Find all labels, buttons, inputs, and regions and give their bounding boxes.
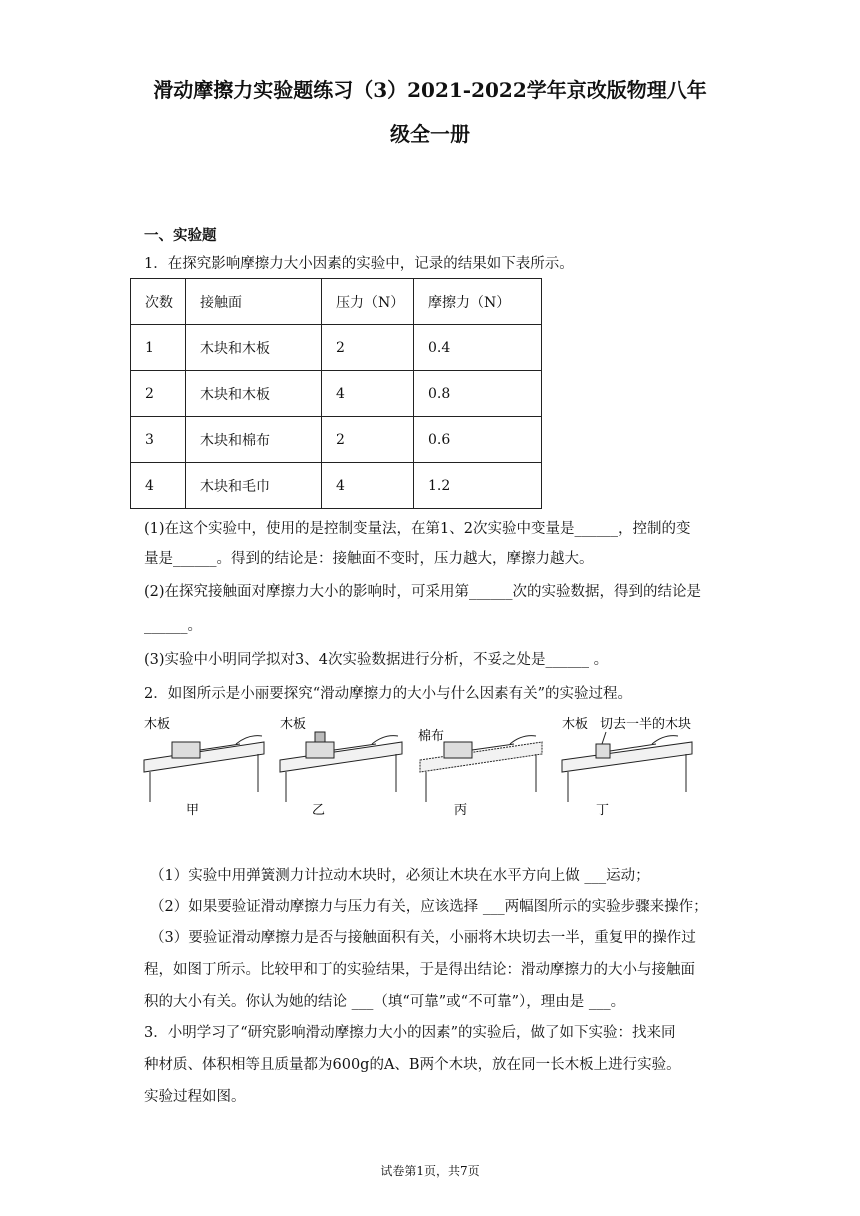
table-cell: 1.2 — [414, 463, 542, 509]
table-cell: 木块和棉布 — [186, 417, 322, 463]
q3-line1: 3．小明学习了“研究影响滑动摩擦力大小的因素”的实验后，做了如下实验：找来同 — [144, 1025, 676, 1041]
q1-part2-line2: ______。 — [144, 618, 202, 634]
results-table — [130, 278, 542, 509]
table-cell: 2 — [322, 417, 414, 463]
q2-part3-line3: 积的大小有关。你认为她的结论 ___（填“可靠”或“不可靠”），理由是 ___。 — [144, 994, 626, 1010]
header-cell: 摩擦力（N） — [414, 279, 542, 325]
q1-part1-line2: 量是______。得到的结论是：接触面不变时，压力越大，摩擦力越大。 — [144, 551, 594, 567]
table-cell: 4 — [131, 463, 186, 509]
figure-label: 木板 — [280, 717, 307, 732]
table-cell: 0.4 — [414, 325, 542, 371]
table-cell: 4 — [322, 463, 414, 509]
panel-yi — [280, 732, 402, 802]
q2-part3-line1: （3）要验证滑动摩擦力是否与接触面积有关，小丽将木块切去一半，重复甲的操作过 — [150, 930, 696, 946]
figure-caption: 甲 — [186, 803, 200, 818]
q1-part2-line1: (2)在探究接触面对摩擦力大小的影响时，可采用第______次的实验数据，得到的结论是 — [144, 584, 702, 600]
q2-intro: 2．如图所示是小丽要探究“滑动摩擦力的大小与什么因素有关”的实验过程。 — [144, 686, 633, 702]
table-row — [131, 325, 542, 371]
figure-label: 木板 — [144, 717, 171, 732]
q2-part1: （1）实验中用弹簧测力计拉动木块时，必须让木块在水平方向上做 ___运动； — [150, 868, 650, 884]
table-cell: 0.8 — [414, 371, 542, 417]
q3-line3: 实验过程如图。 — [144, 1089, 246, 1105]
table-cell: 0.6 — [414, 417, 542, 463]
table-cell: 2 — [322, 325, 414, 371]
figure-caption: 乙 — [312, 803, 326, 818]
experiment-figure — [140, 710, 730, 830]
table-row — [131, 463, 542, 509]
figure-label: 棉布 — [418, 729, 445, 744]
table-cell: 4 — [322, 371, 414, 417]
header-cell: 压力（N） — [322, 279, 414, 325]
q2-part2: （2）如果要验证滑动摩擦力与压力有关，应该选择 ___两幅图所示的实验步骤来操作； — [150, 899, 708, 915]
table-cell: 木块和毛巾 — [186, 463, 322, 509]
q3-line2: 种材质、体积相等且质量都为600g的A、B两个木块，放在同一长木板上进行实验。 — [144, 1057, 681, 1073]
table-cell: 2 — [131, 371, 186, 417]
figure-caption: 丙 — [454, 803, 468, 818]
figure-label: 切去一半的木块 — [600, 717, 692, 732]
page-footer: 试卷第1页，共7页 — [380, 1164, 480, 1178]
table-cell: 木块和木板 — [186, 371, 322, 417]
section-heading: 一、实验题 — [144, 227, 217, 244]
panel-ding — [562, 732, 692, 802]
q1-part1-line1: (1)在这个实验中，使用的是控制变量法，在第1、2次实验中变量是______，控制的变 — [144, 521, 691, 537]
table-row — [131, 417, 542, 463]
table-row — [131, 371, 542, 417]
table-cell: 1 — [131, 325, 186, 371]
header-cell: 次数 — [131, 279, 186, 325]
figure-caption: 丁 — [596, 803, 610, 818]
panel-jia — [144, 736, 264, 802]
q1-intro: 1．在探究影响摩擦力大小因素的实验中，记录的结果如下表所示。 — [144, 256, 574, 272]
document-title-line-1: 滑动摩擦力实验题练习（3）2021-2022学年京改版物理八年 — [153, 78, 707, 102]
header-cell: 接触面 — [186, 279, 322, 325]
figure-label: 木板 — [562, 717, 589, 732]
q1-part3: (3)实验中小明同学拟对3、4次实验数据进行分析，不妥之处是______ 。 — [144, 652, 609, 668]
table-cell: 木块和木板 — [186, 325, 322, 371]
document-title-line-2: 级全一册 — [390, 122, 470, 146]
panel-bing — [420, 736, 542, 802]
q2-part3-line2: 程，如图丁所示。比较甲和丁的实验结果，于是得出结论：滑动摩擦力的大小与接触面 — [144, 962, 695, 978]
table-cell: 3 — [131, 417, 186, 463]
table-header-row — [131, 279, 542, 325]
